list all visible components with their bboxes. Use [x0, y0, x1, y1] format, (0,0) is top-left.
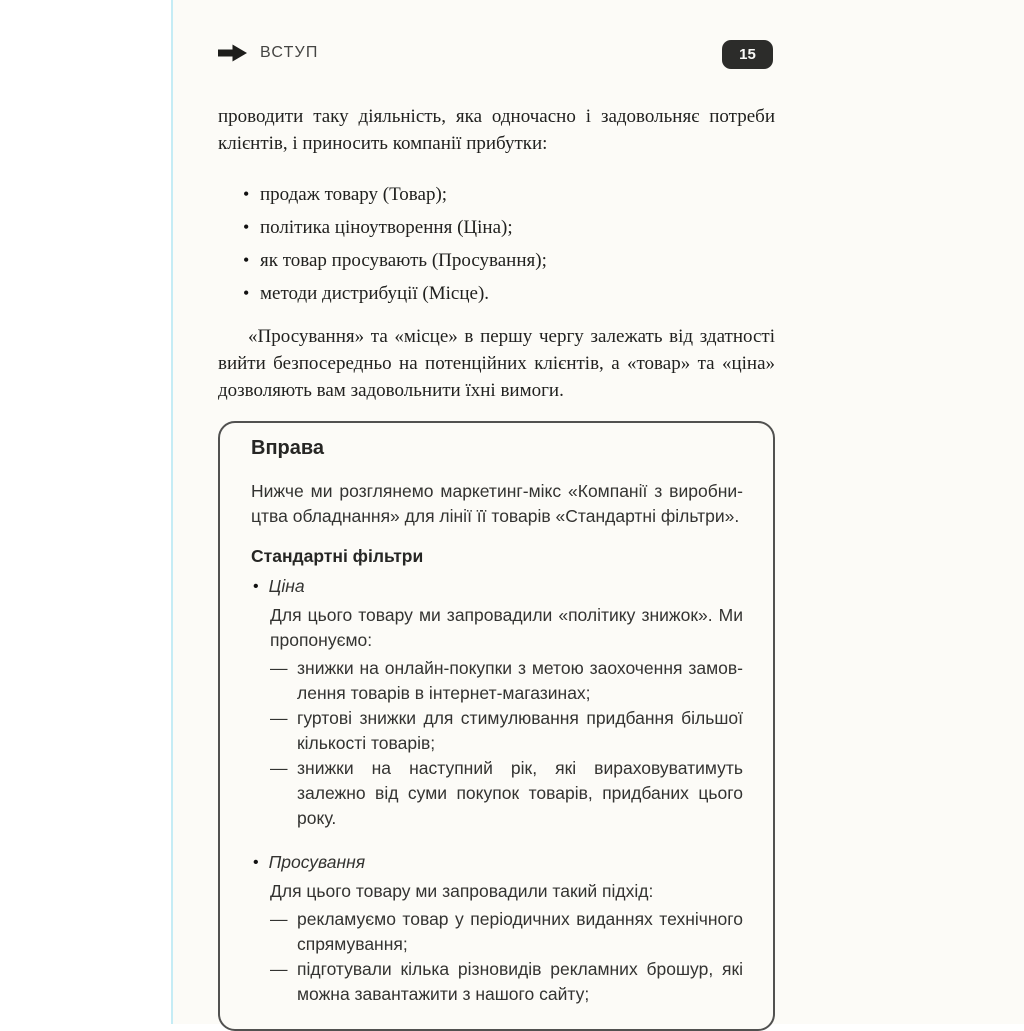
list-item-text: як товар просувають (Просування); — [260, 250, 547, 271]
dash-item — [270, 907, 743, 957]
dash-item-text: знижки на онлайн-покупки з метою заохочення замовлення товарів в інтернет-магазинах; — [297, 658, 743, 703]
section-label: ВСТУП — [260, 44, 319, 61]
page-number: 15 — [739, 46, 756, 63]
arrow-icon — [218, 44, 247, 62]
bullet-list — [218, 178, 775, 310]
dash-list — [270, 656, 743, 831]
dash-item-text: підготували кілька різновидів рекламних брошур, які можна завантажити з нашого сайту; — [297, 959, 743, 1004]
bullet-icon: • — [243, 184, 250, 204]
dash-item — [270, 756, 743, 831]
paragraph: проводити таку діяльність, яка одночасно і задовольняє потреби клієнтів, і приносить компанії прибутки: — [218, 106, 775, 154]
section-bullet-row — [253, 574, 743, 599]
section-lead: Для цього товару ми запровадили «політику знижок». Ми пропонуємо: — [270, 605, 743, 650]
list-item — [243, 244, 775, 277]
exercise-subtitle: Стандартні фільтри — [251, 546, 424, 566]
dash-item-text: гуртові знижки для стимулювання придбання більшої кількості товарів; — [297, 708, 743, 753]
list-item-text: методи дистрибуції (Місце). — [260, 283, 490, 304]
section-label-promotion: Просування — [268, 852, 366, 872]
dash-item-text: рекламуємо товар у періодичних виданнях технічного спрямування; — [297, 909, 743, 954]
paragraph: «Просування» та «місце» в першу чергу залежать від здатності вийти безпосередньо на потенційних клієнтів, а «товар» та «ціна» дозволяють вам задовольнити їхні вимоги. — [218, 326, 775, 401]
dash-icon: — — [270, 959, 288, 979]
section-label-price: Ціна — [268, 576, 305, 596]
bullet-icon: • — [253, 578, 259, 595]
exercise-section-promotion — [251, 850, 743, 1007]
running-header — [218, 44, 319, 62]
exercise-intro: Нижче ми розглянемо маркетинг-мікс «Компанії з виробництва обладнання» для лінії її товарів «Стандартні фільтри». — [251, 481, 743, 526]
exercise-section-price — [251, 574, 743, 831]
text-column — [218, 103, 775, 1031]
list-item — [243, 211, 775, 244]
dash-item — [270, 656, 743, 706]
bullet-icon: • — [243, 283, 250, 303]
exercise-title: Вправа — [251, 437, 325, 459]
list-item-text: політика ціноутворення (Ціна); — [260, 217, 513, 238]
dash-item — [270, 706, 743, 756]
section-bullet-row — [253, 850, 743, 875]
dash-icon: — — [270, 909, 288, 929]
dash-icon: — — [270, 708, 288, 728]
list-item — [243, 178, 775, 211]
dash-icon: — — [270, 658, 288, 678]
bullet-icon: • — [243, 217, 250, 237]
dash-item-text: знижки на наступний рік, які вираховуватимуть залежно від суми покупок товарів, придбаних цього року. — [297, 758, 743, 828]
bullet-icon: • — [253, 854, 259, 871]
exercise-box — [218, 421, 775, 1031]
page-scan-edge — [0, 0, 173, 1024]
dash-item — [270, 957, 743, 1007]
list-item-text: продаж товару (Товар); — [260, 184, 448, 205]
bullet-icon: • — [243, 250, 250, 270]
section-lead: Для цього товару ми запровадили такий підхід: — [270, 881, 654, 901]
dash-list — [270, 907, 743, 1007]
list-item — [243, 277, 775, 310]
dash-icon: — — [270, 758, 288, 778]
page-number-badge — [722, 40, 773, 69]
